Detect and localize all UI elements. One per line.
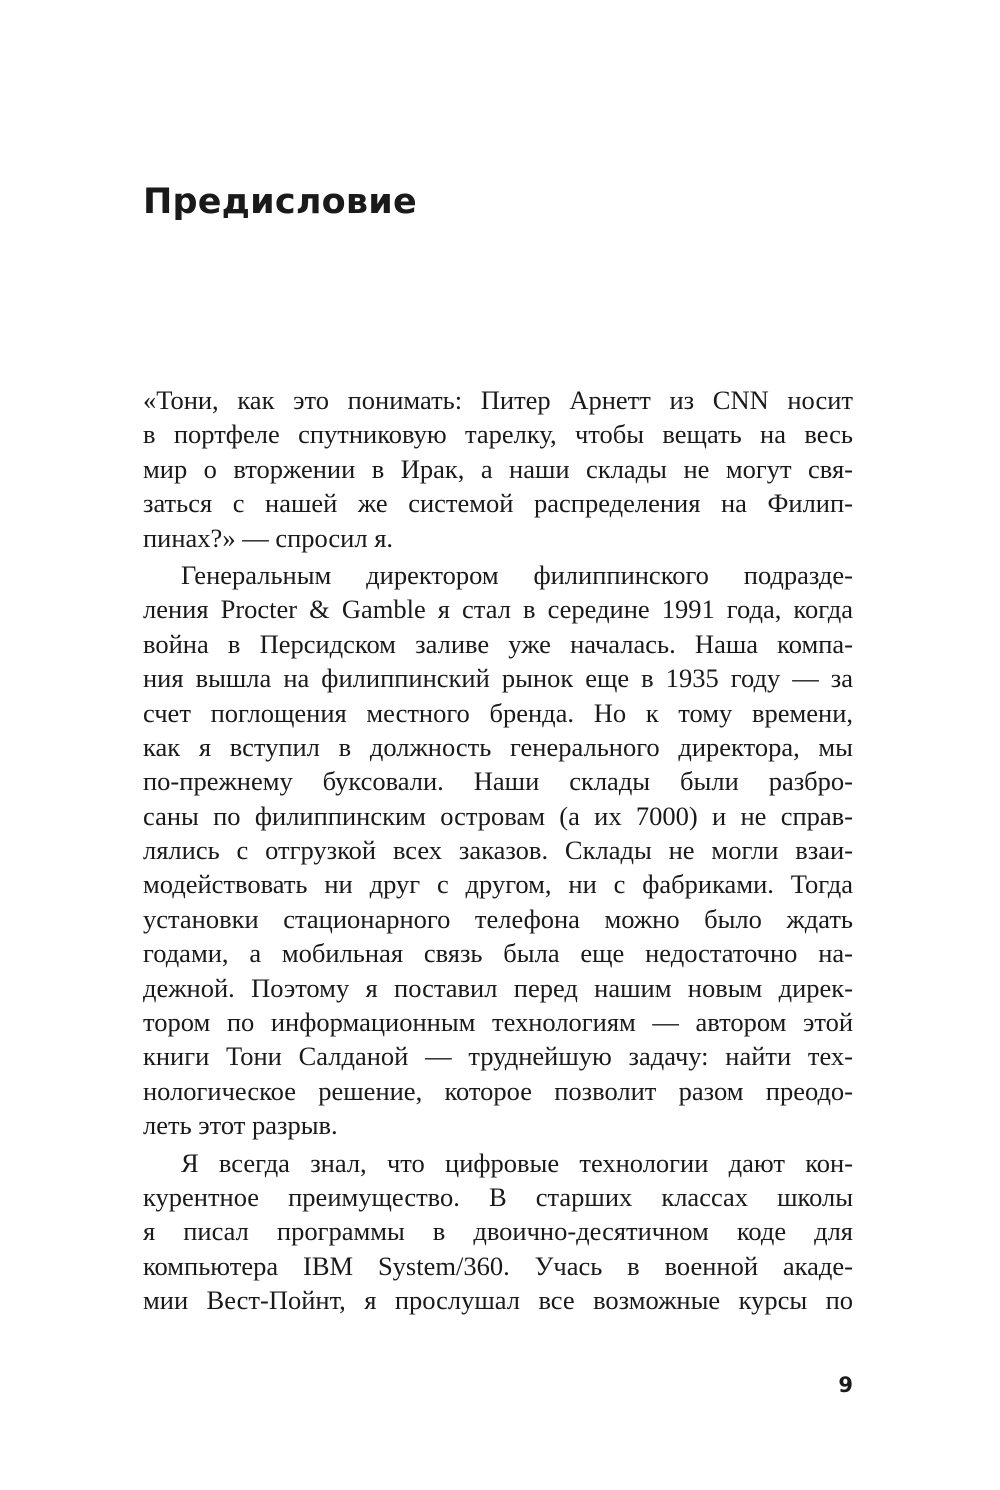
text-line: счет поглощения местного бренда. Но к тому времени, xyxy=(143,697,853,728)
text-line: тором по информационным технологиям — автором этой xyxy=(143,1007,853,1038)
text-line: заться с нашей же системой распределения на Филип- xyxy=(143,488,853,519)
text-line: как я вступил в должность генерального директора, мы xyxy=(143,731,853,762)
text-line: лялись с отгрузкой всех заказов. Склады не могли взаи- xyxy=(143,835,853,866)
text-line: компьютера IBM System/360. Учась в военной акаде- xyxy=(143,1250,853,1281)
text-line: пинах?» — спросил я. xyxy=(143,522,394,553)
page-number: 9 xyxy=(838,1373,853,1397)
text-line: мир о вторжении в Ирак, а наши склады не могут свя- xyxy=(143,453,853,484)
text-line: саны по филиппинским островам (а их 7000) и не справ- xyxy=(143,800,853,831)
text-line: нологическое решение, которое позволит разом преодо- xyxy=(143,1075,853,1106)
text-line: Я всегда знал, что цифровые технологии дают кон- xyxy=(181,1147,853,1178)
text-line: по-прежнему буксовали. Наши склады были разбро- xyxy=(143,766,853,797)
text-line: установки стационарного телефона можно было ждать xyxy=(143,903,853,934)
text-line: в портфеле спутниковую тарелку, чтобы вещать на весь xyxy=(143,419,853,450)
body-text xyxy=(143,383,853,1318)
chapter-title: Предисловие xyxy=(143,182,417,222)
text-line: годами, а мобильная связь была еще недостаточно на- xyxy=(143,938,853,969)
text-line: мии Вест-Пойнт, я прослушал все возможные курсы по xyxy=(143,1285,853,1316)
text-line: ления Procter & Gamble я стал в середине 1991 года, когда xyxy=(143,594,853,625)
text-line: модействовать ни друг с другом, ни с фабриками. Тогда xyxy=(143,869,853,900)
text-line: Генеральным директором филиппинского подразде- xyxy=(181,559,853,590)
text-line: ния вышла на филиппинский рынок еще в 1935 году — за xyxy=(143,663,853,694)
text-line: леть этот разрыв. xyxy=(143,1110,338,1141)
text-line: книги Тони Салданой — труднейшую задачу: найти тех- xyxy=(143,1041,853,1072)
text-line: война в Персидском заливе уже началась. Наша компа- xyxy=(143,628,853,659)
text-line: дежной. Поэтому я поставил перед нашим новым дирек- xyxy=(143,972,853,1003)
text-line: курентное преимущество. В старших классах школы xyxy=(143,1181,853,1212)
text-line: «Тони, как это понимать: Питер Арнетт из CNN носит xyxy=(143,385,853,415)
text-line: я писал программы в двоично-десятичном коде для xyxy=(143,1216,853,1247)
